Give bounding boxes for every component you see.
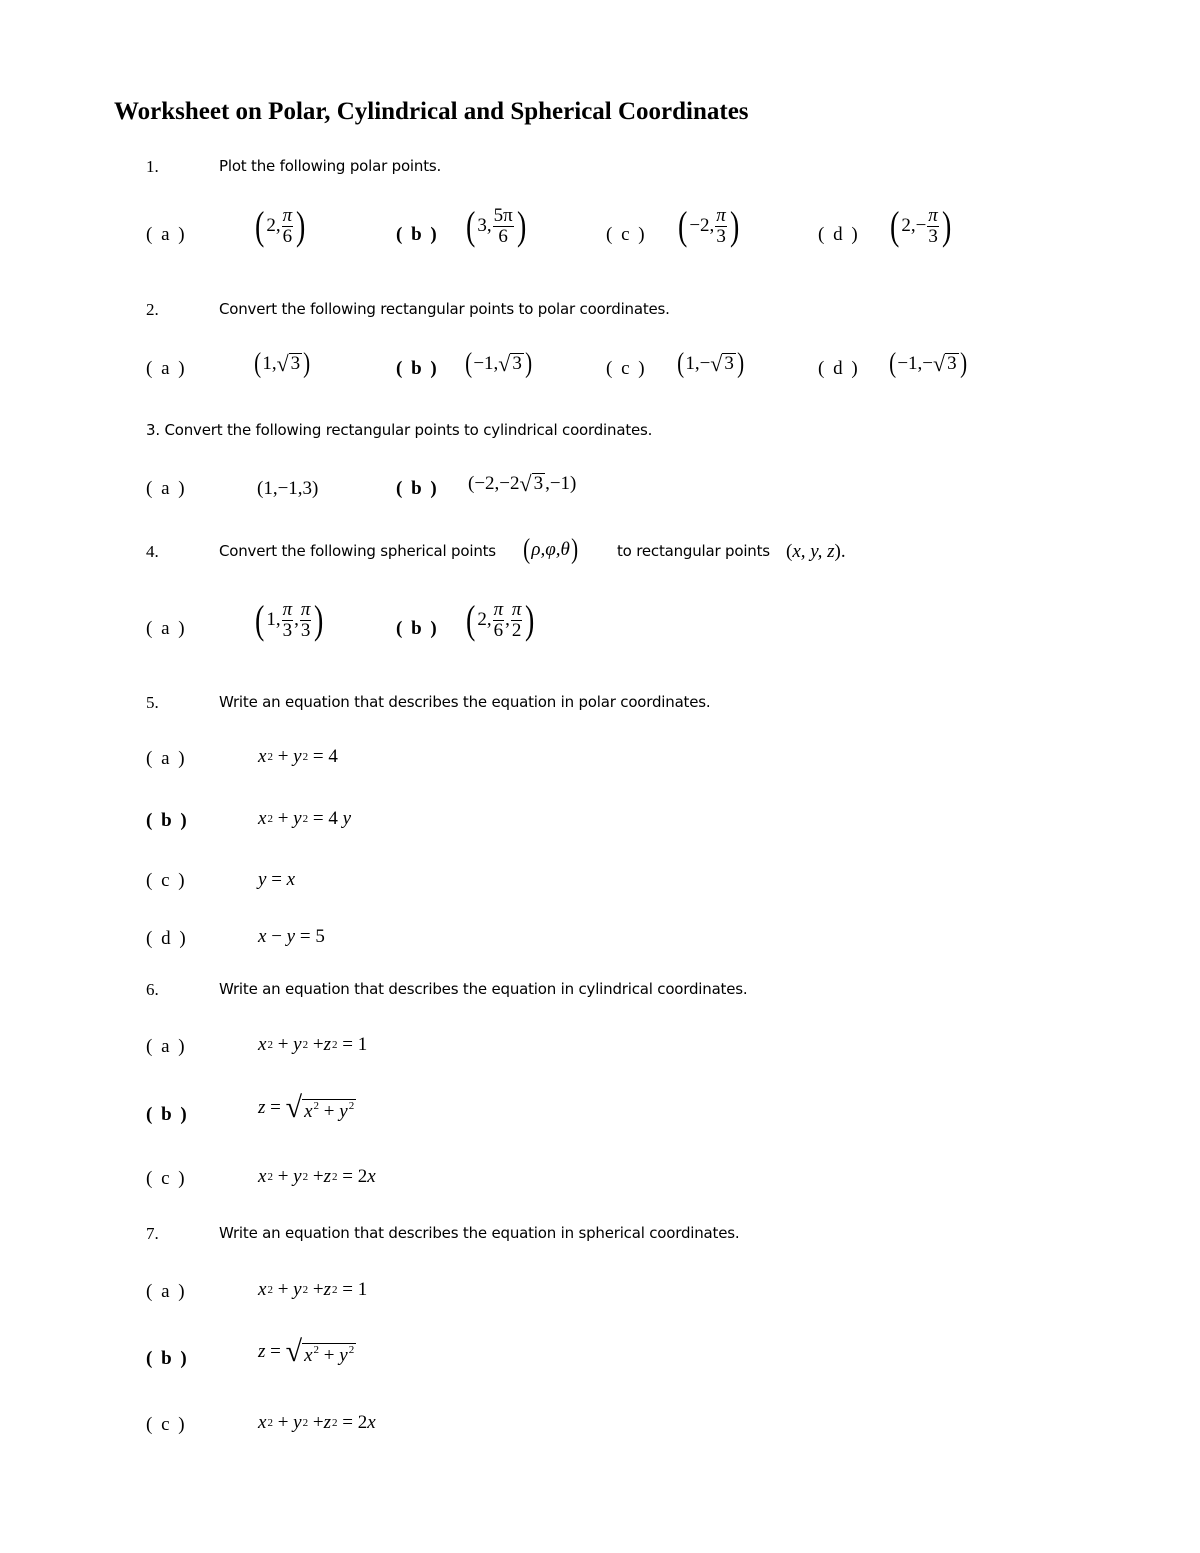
question-1-text: Plot the following polar points.	[219, 157, 442, 175]
q5-b-label: ( b )	[146, 810, 189, 831]
q3-a-point: (1,−1,3)	[257, 478, 319, 499]
q5-b-equation: x 2 + y 2 = 4 y	[258, 808, 351, 829]
q3-b-label: ( b )	[396, 478, 439, 499]
q7-a-equation: x 2 + y 2 + z 2 = 1	[258, 1279, 368, 1300]
q2-b-label: ( b )	[396, 358, 439, 379]
q5-a-equation: x 2 + y 2 = 4	[258, 746, 338, 767]
q1-a-point: ( 2, $\frac{\pi}{6}$ )	[254, 203, 306, 249]
q5-d-equation: x − y = 5	[258, 926, 325, 947]
page-title: Worksheet on Polar, Cylindrical and Spherical Coordinates	[114, 98, 749, 125]
q3-b-point: (−2,−2 √ 3 ,−1)	[468, 471, 577, 496]
question-2-number: 2.	[146, 300, 159, 319]
q2-c-label: ( c )	[606, 358, 647, 379]
question-6-number: 6.	[146, 980, 159, 999]
q7-b-label: ( b )	[146, 1348, 189, 1369]
q1-d-label: ( d )	[818, 224, 860, 245]
q7-b-equation: z = √ $x^2 + y^2$	[258, 1335, 355, 1368]
q6-c-label: ( c )	[146, 1168, 187, 1189]
q3-a-label: ( a )	[146, 478, 187, 499]
q1-b-point: ( 3, $\frac{5\pi}{6}$ )	[465, 203, 527, 249]
q1-c-point: ( −2, $\frac{\pi}{3}$ )	[677, 203, 740, 249]
q4-a-point: ( 1, $\frac{\pi}{3}$ , $\frac{\pi}{3}$ )	[254, 597, 324, 643]
q1-d-point: ( 2, − $\frac{\pi}{3}$ )	[889, 203, 952, 249]
q2-d-point: ( −1,− √ 3 )	[889, 348, 967, 379]
q5-a-label: ( a )	[146, 748, 187, 769]
question-4-spherical-triple: ( ρ,φ,θ )	[523, 534, 578, 565]
q2-c-point: ( 1,− √ 3 )	[677, 348, 745, 379]
q2-a-point: ( 1, √ 3 )	[254, 348, 311, 379]
question-7-number: 7.	[146, 1224, 159, 1243]
q7-a-label: ( a )	[146, 1281, 187, 1302]
q7-c-equation: x 2 + y 2 + z 2 = 2 x	[258, 1412, 376, 1433]
q5-d-label: ( d )	[146, 928, 188, 949]
q6-b-equation: z = √ $x^2 + y^2$	[258, 1091, 355, 1124]
q5-c-label: ( c )	[146, 870, 187, 891]
question-4-text-b: to rectangular points	[617, 542, 770, 560]
q4-b-point: ( 2, $\frac{\pi}{6}$ , $\frac{\pi}{2}$ )	[465, 597, 535, 643]
question-7-text: Write an equation that describes the equation in spherical coordinates.	[219, 1224, 740, 1242]
q7-c-label: ( c )	[146, 1414, 187, 1435]
q6-a-label: ( a )	[146, 1036, 187, 1057]
question-5-number: 5.	[146, 693, 159, 712]
question-4-text-a: Convert the following spherical points	[219, 542, 496, 560]
question-4-number: 4.	[146, 542, 159, 561]
q6-a-equation: x 2 + y 2 + z 2 = 1	[258, 1034, 368, 1055]
q1-a-label: ( a )	[146, 224, 187, 245]
question-4-xyz: ( x, y, z ) .	[786, 541, 846, 562]
q4-b-label: ( b )	[396, 618, 439, 639]
q1-b-label: ( b )	[396, 224, 439, 245]
q2-d-label: ( d )	[818, 358, 860, 379]
q6-c-equation: x 2 + y 2 + z 2 = 2 x	[258, 1166, 376, 1187]
q5-c-equation: y = x	[258, 869, 296, 890]
q1-c-label: ( c )	[606, 224, 647, 245]
q4-a-label: ( a )	[146, 618, 187, 639]
q2-b-point: ( −1, √ 3 )	[465, 348, 533, 379]
q2-a-label: ( a )	[146, 358, 187, 379]
q6-b-label: ( b )	[146, 1104, 189, 1125]
question-2-text: Convert the following rectangular points to polar coordinates.	[219, 300, 670, 318]
question-6-text: Write an equation that describes the equation in cylindrical coordinates.	[219, 980, 748, 998]
question-5-text: Write an equation that describes the equation in polar coordinates.	[219, 693, 711, 711]
question-3-text: 3. Convert the following rectangular points to cylindrical coordinates.	[146, 421, 653, 439]
question-1-number: 1.	[146, 157, 159, 176]
